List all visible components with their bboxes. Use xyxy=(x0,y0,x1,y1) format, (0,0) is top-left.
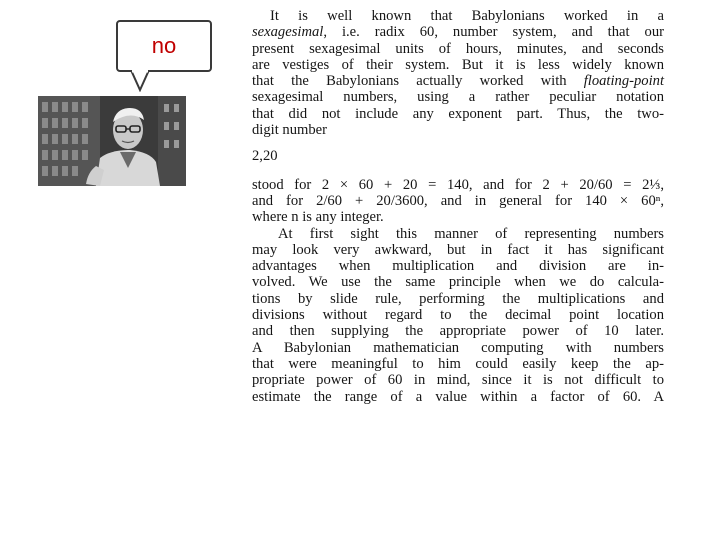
portrait-photo xyxy=(38,96,186,186)
text-line: It is well known that Babylonians worked in a xyxy=(270,8,664,24)
text-line: and for 2/60 + 20/3600, and in general for 140 × 60ⁿ, xyxy=(252,192,664,209)
text-line: where n is any integer. xyxy=(252,209,384,226)
text-line: that the Babylonians actually worked with floating-point xyxy=(252,73,664,90)
text-line: volved. We use the same principle when we do calcula- xyxy=(252,274,664,291)
emphasis-term: sexagesimal xyxy=(252,24,324,41)
text-line: that were meaningful to him could easily keep the ap- xyxy=(252,355,664,372)
paragraph-advantages xyxy=(252,226,664,405)
speech-bubble-tail-icon xyxy=(130,70,154,92)
speech-bubble-text: no xyxy=(151,33,177,58)
text-line: may look very awkward, but in fact it has significant xyxy=(252,241,664,258)
text-line: that did not include any exponent part. Thus, the two- xyxy=(252,105,664,122)
speech-bubble xyxy=(116,20,212,72)
text-line: digit number xyxy=(252,122,327,139)
text-line: sexagesimal numbers, using a rather peculiar notation xyxy=(252,89,664,106)
text-line: stood for 2 × 60 + 20 = 140, and for 2 + 20/60 = 2⅓, xyxy=(252,176,664,193)
text-line: advantages when multiplication and division are in- xyxy=(252,258,664,275)
text-line: and then supplying the appropriate power of 10 later. xyxy=(252,323,664,340)
emphasis-term: floating-point xyxy=(583,73,664,90)
text-line: sexagesimal, i.e. radix 60, number system, and that our xyxy=(252,24,664,41)
text-line: are vestiges of their system. But it is less widely known xyxy=(252,56,664,73)
text-line: propriate power of 60 in mind, since it is not difficult to xyxy=(252,372,664,389)
paragraph-intro xyxy=(252,8,664,138)
text-line: present sexagesimal units of hours, minutes, and seconds xyxy=(252,40,664,57)
portrait-icon xyxy=(38,96,186,186)
text-line: A Babylonian mathematician computing with numbers xyxy=(252,339,664,356)
text-line: estimate the range of a value within a factor of 60. A xyxy=(252,388,664,405)
text-line: divisions without regard to the decimal point location xyxy=(252,307,664,324)
text-line: tions by slide rule, performing the multiplications and xyxy=(252,290,664,307)
text-line: At first sight this manner of representing numbers xyxy=(278,225,664,242)
book-excerpt xyxy=(252,8,664,405)
example-number: 2,20 xyxy=(252,148,278,165)
paragraph-meaning xyxy=(252,177,664,226)
